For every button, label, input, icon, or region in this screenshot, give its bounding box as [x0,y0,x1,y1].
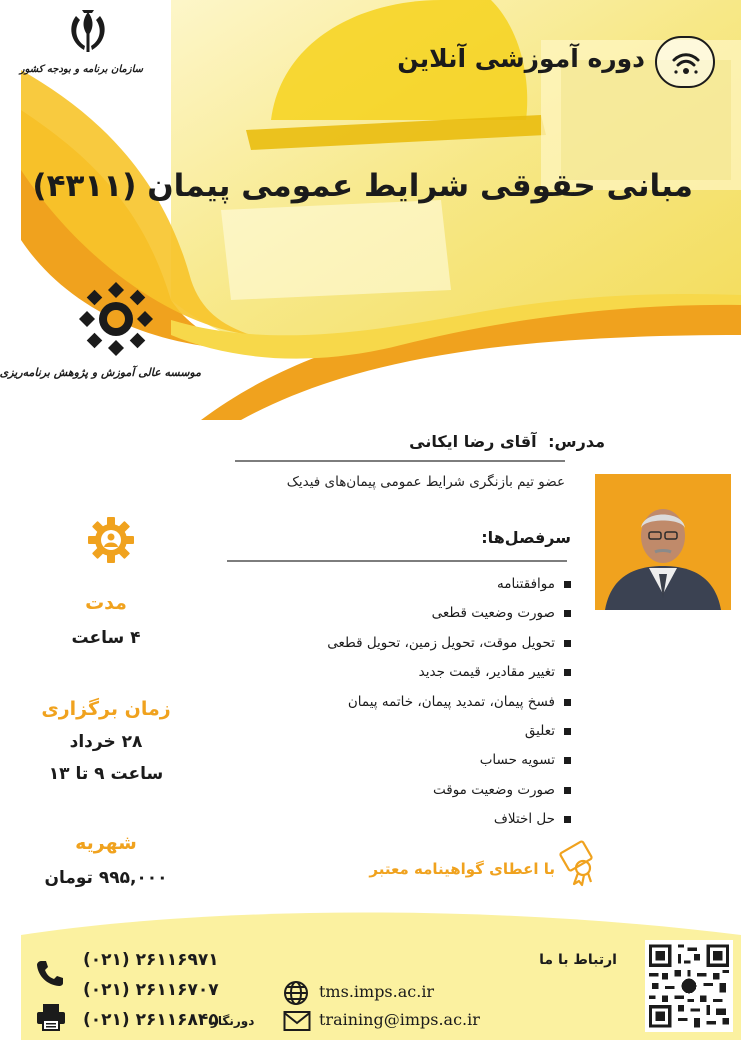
course-info-column [21,510,191,910]
gov-logo [19,6,143,96]
website-link[interactable]: tms.imps.ac.ir [319,982,435,1001]
phone-number-1[interactable]: (۰۲۱) ۲۶۱۱۶۹۷۱ [83,950,219,970]
instructor-role-label: مدرس: [548,432,605,451]
globe-icon [283,980,309,1006]
phone-number-2[interactable]: (۰۲۱) ۲۶۱۱۶۷۰۷ [83,980,219,1000]
wifi-icon [671,48,701,78]
gov-org-name: سازمان برنامه و بودجه کشور [19,64,143,75]
syllabus-item: موافقتنامه [251,570,571,599]
institute-logo [0,278,201,398]
fee-label: شهریه [75,832,137,854]
syllabus-item: حل اختلاف [251,805,571,834]
email-link[interactable]: training@imps.ac.ir [319,1010,480,1029]
syllabus-item: صورت وضعیت موقت [251,776,571,805]
instructor-bio: عضو تیم بازنگری شرایط عمومی پیمان‌های فیدیک [286,474,565,490]
institute-emblem-icon [75,278,157,360]
schedule-date: ۲۸ خرداد [69,732,143,752]
fax-label: دورنگار [211,1014,255,1028]
instructor-portrait [595,474,731,610]
gear-person-icon [87,516,135,564]
instructor-divider [235,460,565,462]
contact-title: ارتباط با ما [539,952,617,968]
syllabus-item: تسویه حساب [251,746,571,775]
qr-code[interactable] [645,940,733,1032]
iran-emblem-icon [62,6,114,58]
duration-value: ۴ ساعت [71,628,141,648]
qr-code-pattern [649,944,729,1028]
certificate-text: با اعطای گواهینامه معتبر [369,860,555,878]
schedule-label: زمان برگزاری [41,698,171,720]
syllabus-heading: سرفصل‌ها: [481,528,571,547]
instructor-name: آقای رضا ایکانی [409,432,537,451]
course-title: مبانی حقوقی شرایط عمومی پیمان (۴۳۱۱) [32,168,693,204]
syllabus-divider [227,560,567,562]
duration-label: مدت [85,592,127,614]
fee-value: ۹۹۵,۰۰۰ تومان [44,868,168,888]
fax-number[interactable]: (۰۲۱) ۲۶۱۱۶۸۴۵ [83,1010,219,1030]
institute-name: موسسه عالی آموزش و پژوهش برنامه‌ریزی [0,366,201,379]
printer-icon [35,1002,67,1032]
envelope-icon [283,1010,311,1032]
schedule-time: ساعت ۹ تا ۱۳ [48,764,164,784]
syllabus-list [251,570,571,835]
certificate-icon [553,838,601,886]
online-badge [655,36,715,88]
syllabus-item: صورت وضعیت قطعی [251,599,571,628]
syllabus-item: تحویل موقت، تحویل زمین، تحویل قطعی [251,629,571,658]
course-type: دوره آموزشی آنلاین [397,44,645,73]
syllabus-item: تغییر مقادیر، قیمت جدید [251,658,571,687]
syllabus-item: تعلیق [251,717,571,746]
phone-icon [35,958,65,988]
instructor-photo [595,474,731,610]
instructor-heading [409,432,605,451]
syllabus-item: فسخ پیمان، تمدید پیمان، خاتمه پیمان [251,688,571,717]
